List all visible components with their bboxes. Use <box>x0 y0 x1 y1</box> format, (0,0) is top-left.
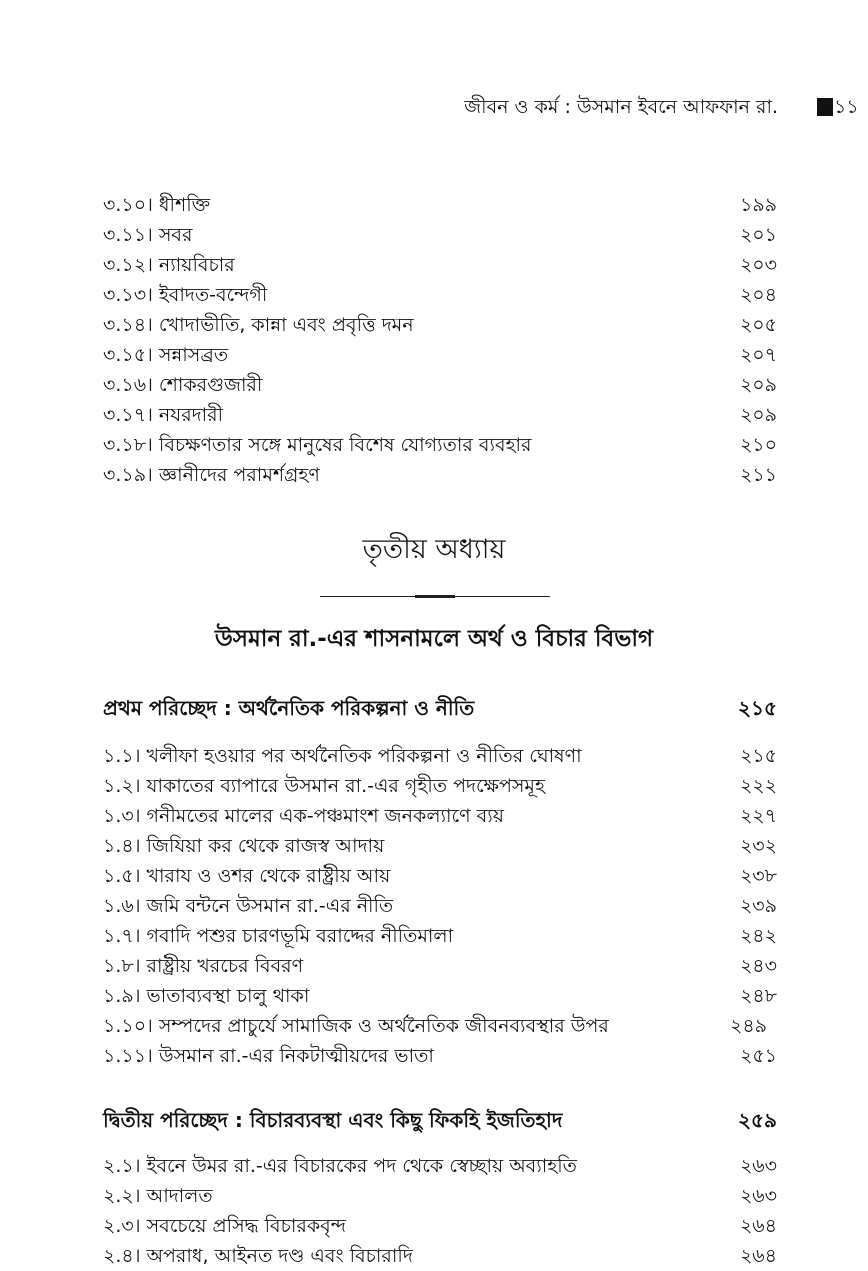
toc-entry <box>103 741 777 771</box>
toc-entry-title: ১.৭। গবাদি পশুর চারণভূমি বরাদ্দের নীতিমালা <box>103 925 454 947</box>
toc-entry-title: ২.৩। সবচেয়ে প্রসিদ্ধ বিচারকবৃন্দ <box>103 1215 346 1237</box>
toc-entry <box>103 190 777 220</box>
toc-entry-page: ২৬৪ <box>739 1245 777 1267</box>
toc-entry-title: ১.৪। জিযিয়া কর থেকে রাজস্ব আদায় <box>103 835 385 857</box>
toc-entry <box>103 280 777 310</box>
toc-entry <box>103 831 777 861</box>
toc-entry <box>103 801 777 831</box>
toc-entry-title: ১.১। খলীফা হওয়ার পর অর্থনৈতিক পরিকল্পনা ও নীতির ঘোষণা <box>103 745 582 767</box>
toc-entry <box>103 981 777 1011</box>
section-heading <box>103 1105 777 1135</box>
toc-entry <box>103 400 777 430</box>
toc-entry-title: ১.১১। উসমান রা.-এর নিকটাত্মীয়দের ভাতা <box>103 1045 434 1067</box>
toc-entry-page: ২৩৮ <box>739 865 777 887</box>
ornamental-divider <box>320 596 550 597</box>
toc-entry-page: ২৬৩ <box>739 1155 777 1177</box>
toc-entry-page: ২৬৩ <box>739 1185 777 1207</box>
section-heading-page: ২৫৯ <box>738 1108 777 1132</box>
toc-entry-page: ২৬৪ <box>739 1215 777 1237</box>
page-number: ১১ <box>834 96 859 118</box>
square-bullet-icon <box>817 98 833 116</box>
toc-entry-title: ৩.১০। ধীশক্তি <box>103 194 211 216</box>
section-heading-page: ২১৫ <box>738 696 777 720</box>
toc-entry-page: ২০৯ <box>739 404 777 426</box>
toc-entry-page: ২৪৮ <box>739 985 777 1007</box>
toc-entry-page: ২২২ <box>739 775 777 797</box>
toc-entry-title: ১.৫। খারায ও ওশর থেকে রাষ্ট্রীয় আয় <box>103 865 391 887</box>
toc-entry-title: ১.৬। জমি বন্টনে উসমান রা.-এর নীতি <box>103 895 394 917</box>
toc-entry-title: ১.৯। ভাতাব্যবস্থা চালু থাকা <box>103 985 310 1007</box>
toc-entry <box>103 771 777 801</box>
toc-entry <box>103 861 777 891</box>
toc-entry-title: ৩.১৮। বিচক্ষণতার সঙ্গে মানুষের বিশেষ যোগ্যতার ব্যবহার <box>103 434 532 456</box>
section-heading-title: প্রথম পরিচ্ছেদ : অর্থনৈতিক পরিকল্পনা ও নীতি <box>103 696 475 720</box>
toc-entry <box>103 250 777 280</box>
toc-entry-page: ২০৫ <box>739 314 777 336</box>
running-header-title: জীবন ও কর্ম : উসমান ইবনে আফফান রা. <box>464 96 778 118</box>
toc-entry-title: ১.১০। সম্পদের প্রাচুর্যে সামাজিক ও অর্থনৈতিক জীবনব্যবস্থার উপর <box>103 1015 609 1037</box>
toc-entry-title: ৩.১২। ন্যায়বিচার <box>103 254 235 276</box>
toc-entry-page: ২৪৩ <box>739 955 777 977</box>
toc-entry-page: ২১০ <box>739 434 777 456</box>
toc-entry-title: ১.৩। গনীমতের মালের এক-পঞ্চমাংশ জনকল্যাণে ব্যয় <box>103 805 504 827</box>
toc-entry-title: ২.১। ইবনে উমর রা.-এর বিচারকের পদ থেকে স্বেচ্ছায় অব্যাহতি <box>103 1155 577 1177</box>
toc-entry <box>103 891 777 921</box>
toc-entry-title: ৩.১৬। শোকরগুজারী <box>103 374 263 396</box>
toc-entry-title: ৩.১৩। ইবাদত-বন্দেগী <box>103 284 268 306</box>
toc-entry-page: ২০৪ <box>739 284 777 306</box>
toc-entry <box>103 310 777 340</box>
toc-entry-page: ১৯৯ <box>740 194 777 216</box>
toc-entry-page: ২০৭ <box>739 344 777 366</box>
section-heading-title: দ্বিতীয় পরিচ্ছেদ : বিচারব্যবস্থা এবং কিছু ফিকহি ইজতিহাদ <box>103 1108 563 1132</box>
toc-entry <box>103 921 777 951</box>
toc-entry-page: ২১১ <box>739 464 777 486</box>
toc-entry <box>103 1181 777 1211</box>
toc-entry <box>103 1011 777 1041</box>
toc-entry-page: ২৩৯ <box>739 895 777 917</box>
toc-entry <box>103 1041 777 1071</box>
toc-entry-page: ২০৯ <box>739 374 777 396</box>
toc-entry-page: ২৪২ <box>739 925 777 947</box>
toc-entry-title: ৩.১৫। সন্নাসব্রত <box>103 344 229 366</box>
toc-entry-page: ২২৭ <box>739 805 777 827</box>
toc-entry-page: ২০১ <box>739 224 777 246</box>
toc-entry-title: ১.২। যাকাতের ব্যাপারে উসমান রা.-এর গৃহীত পদক্ষেপসমূহ <box>103 775 545 797</box>
chapter-title: তৃতীয় অধ্যায় <box>362 534 506 565</box>
toc-entry-page: ২১৫ <box>739 745 777 767</box>
toc-entry <box>103 1211 777 1241</box>
toc-entry <box>103 951 777 981</box>
toc-entry-title: ৩.১৯। জ্ঞানীদের পরামর্শগ্রহণ <box>103 464 320 486</box>
toc-entry-page: ২৪৯ <box>729 1015 767 1037</box>
toc-entry <box>103 220 777 250</box>
toc-entry-title: ২.২। আদালত <box>103 1185 213 1207</box>
toc-entry-page: ২০৩ <box>739 254 777 276</box>
toc-entry <box>103 460 777 490</box>
section-heading <box>103 693 777 723</box>
toc-entry-page: ২৩২ <box>739 835 777 857</box>
toc-entry <box>103 340 777 370</box>
toc-entry <box>103 1151 777 1181</box>
toc-entry-title: ৩.১১। সবর <box>103 224 193 246</box>
toc-entry-title: ৩.১৭। নযরদারী <box>103 404 224 426</box>
running-header <box>0 94 859 120</box>
toc-entry <box>103 1241 777 1271</box>
toc-entry-page: ২৫১ <box>739 1045 777 1067</box>
toc-entry <box>103 430 777 460</box>
toc-entry-title: ২.৪। অপরাধ, আইনত দণ্ড এবং বিচারাদি <box>103 1245 413 1267</box>
toc-entry-title: ১.৮। রাষ্ট্রীয় খরচের বিবরণ <box>103 955 304 977</box>
part-title: উসমান রা.-এর শাসনামলে অর্থ ও বিচার বিভাগ <box>214 626 654 652</box>
toc-entry-title: ৩.১৪। খোদাভীতি, কান্না এবং প্রবৃত্তি দমন <box>103 314 414 336</box>
toc-entry <box>103 370 777 400</box>
